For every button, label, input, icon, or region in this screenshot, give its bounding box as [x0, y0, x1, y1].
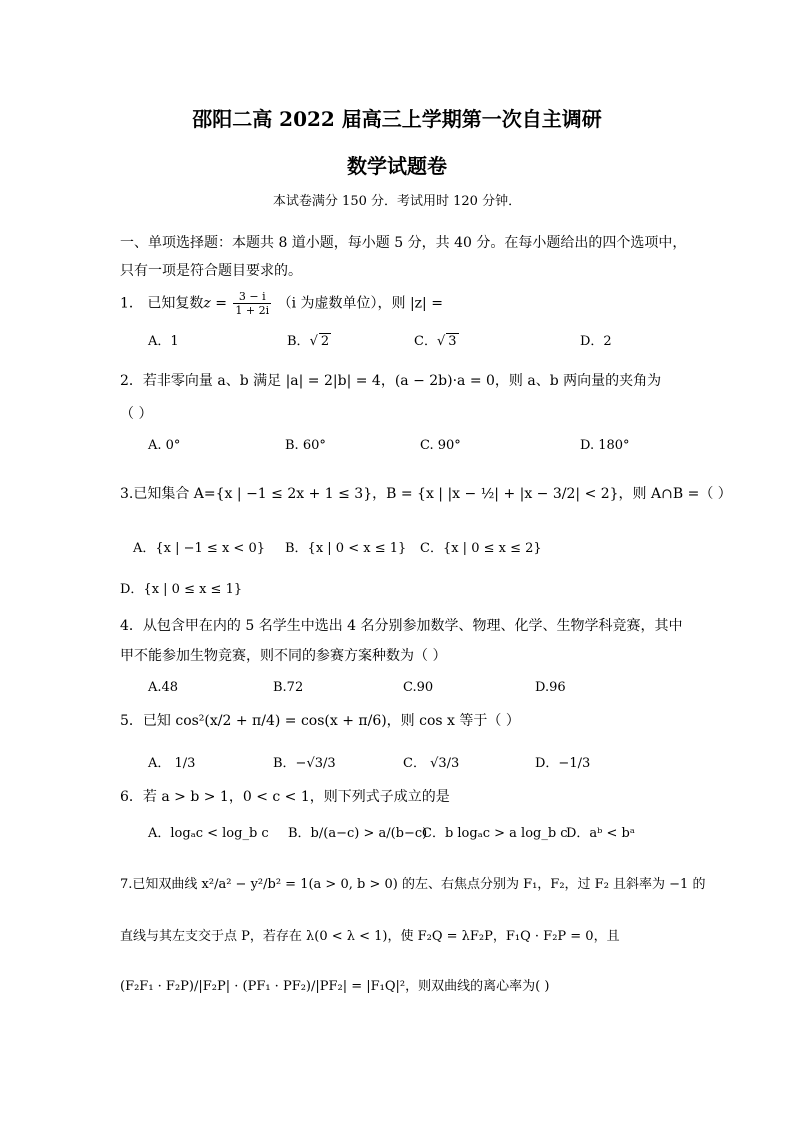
q6-option-c: C．b logₐc > a log_b c	[422, 826, 568, 841]
q6-option-a: A．logₐc < log_b c	[148, 826, 269, 841]
page-title: 邵阳二高 2022 届高三上学期第一次自主调研	[192, 107, 602, 131]
q2-option-d: D. 180°	[580, 438, 630, 453]
question-6: 6．若 a > b > 1，0 < c < 1，则下列式子成立的是	[120, 789, 450, 805]
question-5: 5．已知 cos²(x/2 + π/4) = cos(x + π/6)，则 cos x 等于（ ）	[120, 713, 520, 729]
section-instructions-line1: 一、单项选择题：本题共 8 道小题，每小题 5 分，共 40 分。在每小题给出的四个选项中，	[120, 235, 687, 251]
q4-option-c: C.90	[403, 680, 434, 695]
q4-option-a: A.48	[148, 680, 179, 695]
q2-option-b: B. 60°	[285, 438, 326, 453]
q2-paren: （ ）	[120, 406, 153, 422]
q6-option-d: D．aᵇ < bᵃ	[566, 826, 635, 841]
question-4-line1: 4．从包含甲在内的 5 名学生中选出 4 名分别参加数学、物理、化学、生物学科竞赛，其中	[120, 618, 683, 634]
q4-option-b: B.72	[273, 680, 304, 695]
question-7-line2: 直线与其左支交于点 P，若存在 λ(0 < λ < 1)，使 F₂Q = λF₂P，F₁Q · F₂P = 0，且	[120, 929, 620, 944]
question-2: 2．若非零向量 a、b 满足 |a| = 2|b| = 4，(a − 2b)·a = 0，则 a、b 两向量的夹角为	[120, 373, 662, 389]
question-4-line2: 甲不能参加生物竞赛，则不同的参赛方案种数为（ ）	[120, 648, 447, 664]
q1-option-c: C．√ 3	[414, 334, 457, 349]
q1-option-b: B．√ 2	[287, 334, 330, 349]
section-instructions-line2: 只有一项是符合题目要求的。	[120, 263, 302, 279]
q3-option-c: C．{x | 0 ≤ x ≤ 2}	[420, 541, 542, 556]
page-subtitle: 数学试题卷	[347, 154, 447, 178]
q3-option-d: D．{x | 0 ≤ x ≤ 1}	[120, 582, 243, 597]
q1-prefix: 1． 已知复数	[120, 295, 204, 312]
q3-option-b: B．{x | 0 < x ≤ 1}	[285, 541, 407, 556]
question-3: 3.已知集合 A={x | −1 ≤ 2x + 1 ≤ 3}，B = {x | |x − ½| + |x − 3/2| < 2}，则 A∩B =（ ）	[120, 486, 732, 502]
q1-fraction: $\frac{3 - i}{1 + 2i}$	[235, 290, 270, 317]
q5-option-a: A． 1/3	[148, 756, 196, 771]
q5-option-b: B．−√3/3	[273, 756, 336, 771]
q1-option-d: D．2	[580, 334, 612, 349]
q1-suffix: （i 为虚数单位），则 |z| =	[277, 295, 443, 312]
q2-option-c: C. 90°	[420, 438, 461, 453]
q5-option-c: C． √3/3	[403, 756, 460, 771]
q5-option-d: D．−1/3	[535, 756, 591, 771]
q2-option-a: A. 0°	[148, 438, 181, 453]
exam-note: 本试卷满分 150 分．考试用时 120 分钟．	[272, 194, 522, 209]
question-1: 1． 已知复数z = $\frac{3 - i}{1 + 2i}$ （i 为虚数单位），则 |z| =	[120, 290, 443, 317]
question-7-line1: 7.已知双曲线 x²/a² − y²/b² = 1(a > 0, b > 0) 的左、右焦点分别为 F₁，F₂，过 F₂ 且斜率为 −1 的	[120, 877, 706, 892]
question-7-line3: (F₂F₁ · F₂P)/|F₂P| · (PF₁ · PF₂)/|PF₂| = |F₁Q|²，则双曲线的离心率为( )	[120, 979, 550, 994]
q6-option-b: B．b/(a−c) > a/(b−c)	[288, 826, 428, 841]
q1-option-a: A．1	[148, 334, 179, 349]
q3-option-a: A．{x | −1 ≤ x < 0}	[133, 541, 265, 556]
q4-option-d: D.96	[535, 680, 566, 695]
